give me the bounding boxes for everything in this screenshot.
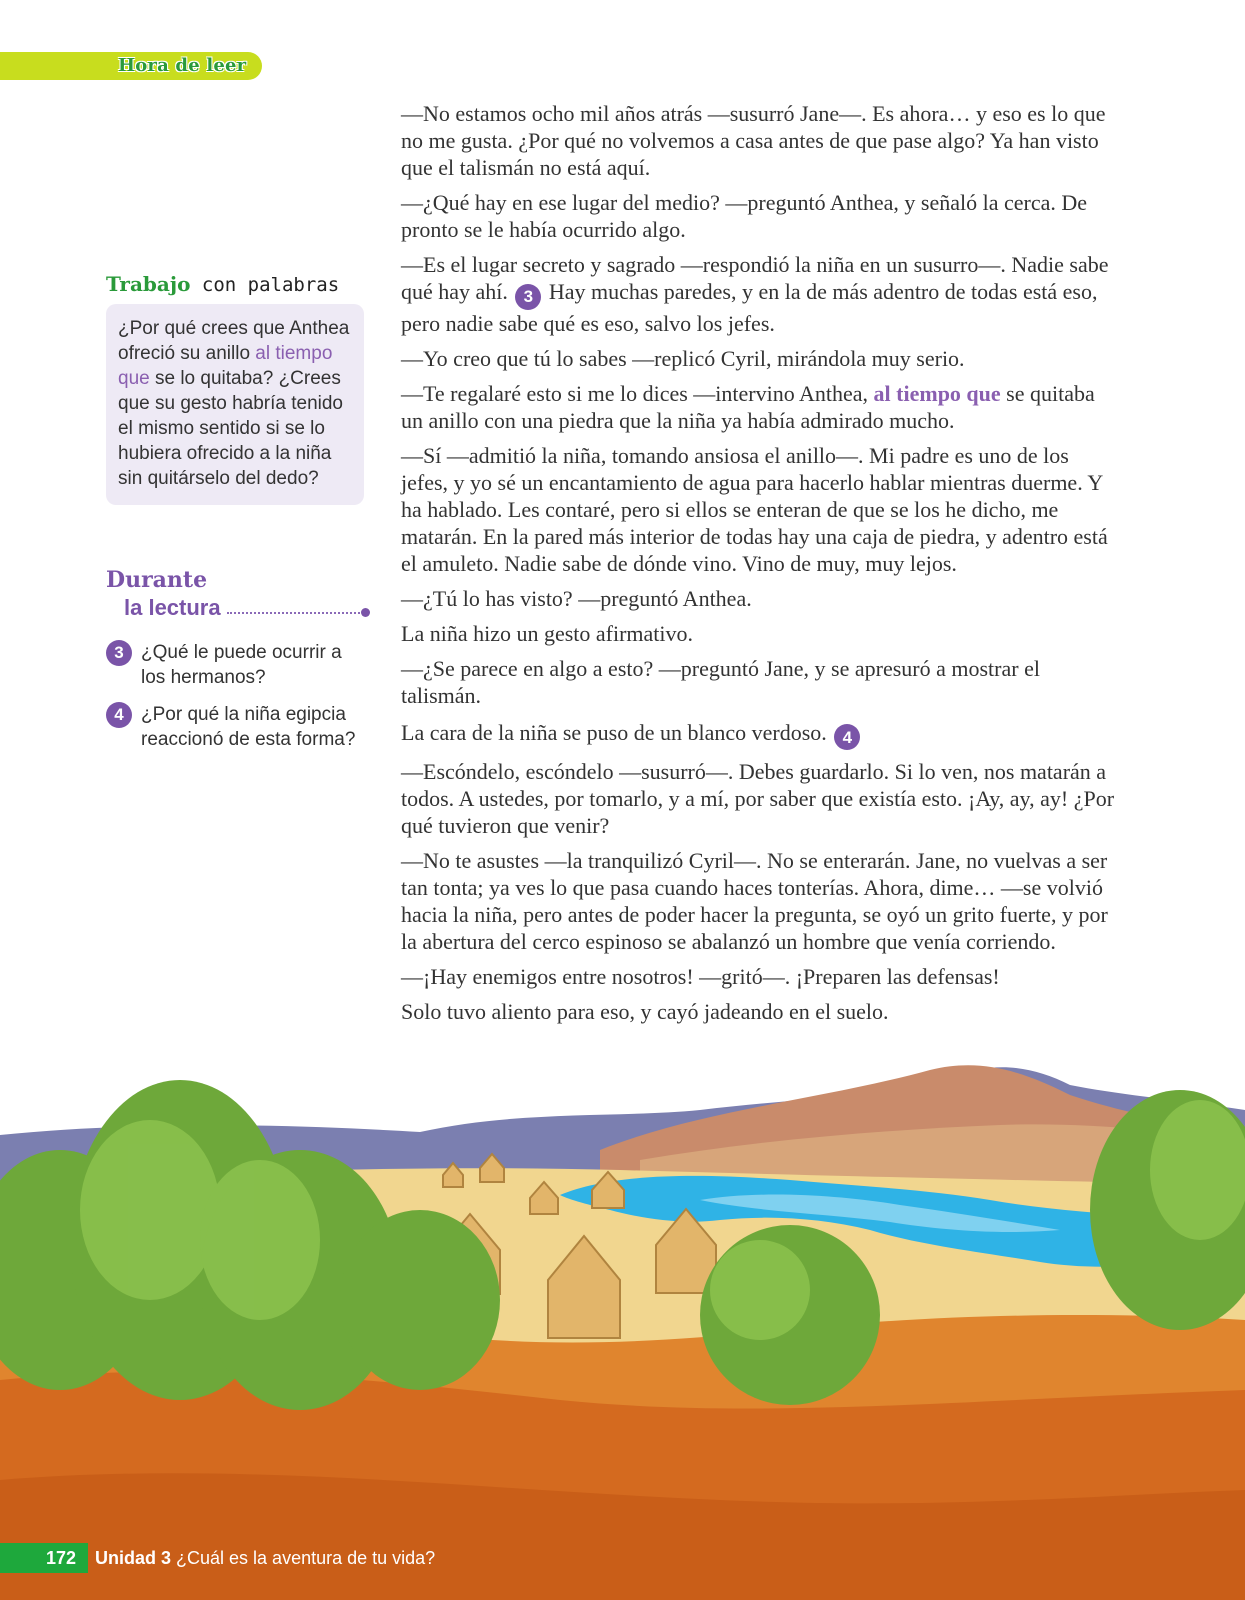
dotted-divider [227,612,364,614]
story-text-span: se quitaba un anillo con una piedra que la niña ya había admirado mucho. [401,380,1095,433]
list-item [106,702,364,752]
vocabulary-highlight: al tiempo que [873,380,1001,406]
story-paragraph: —¡Hay enemigos entre nosotros! —gritó—. ¡Preparen las defensas! [401,964,1000,989]
during-reading-heading [106,566,364,622]
story-text-span: —Te regalaré esto si me lo dices —intervino Anthea, [401,380,874,406]
word-work-text-after: se lo quitaba? ¿Crees que su gesto habría tenido el mismo sentido si se lo hubiera ofrecido a la niña sin quitárselo del dedo? [118,368,344,489]
word-work-text-before: ¿Por qué crees que Anthea ofreció su anillo [118,318,350,364]
story-text-span: La cara de la niña se puso de un blanco verdoso. [401,719,833,745]
word-work-panel [106,272,364,505]
section-header-tab [0,52,262,80]
story-text-span: —Es el lugar secreto y sagrado —respondió la niña en un susurro—. Nadie sabe qué hay ahí. [401,252,1109,304]
story-paragraph [401,719,1121,751]
story-text [401,100,1121,1033]
question-marker-badge: 3 [515,284,541,310]
story-paragraph: —¿Qué hay en ese lugar del medio? —preguntó Anthea, y señaló la cerca. De pronto se le había ocurrido algo. [401,190,1088,242]
during-reading-questions [106,640,364,764]
story-paragraph: —¿Tú lo has visto? —preguntó Anthea. [401,585,752,611]
unit-label [95,1548,435,1569]
list-item [106,640,364,690]
word-work-highlight: al tiempo que [118,343,333,389]
page-number: 172 [0,1543,88,1573]
story-paragraph [401,251,1121,337]
page-footer [0,1543,435,1573]
during-reading-title-line1: Durante [106,567,208,593]
story-paragraph: La niña hizo un gesto afirmativo. [401,620,694,646]
question-marker-badge: 4 [834,724,860,750]
section-header-label: Hora de leer [118,55,247,76]
word-work-title-rest: con palabras [190,274,340,296]
story-paragraph: Solo tuvo aliento para eso, y cayó jadeando en el suelo. [401,999,889,1024]
unit-number: Unidad 3 [95,1547,172,1568]
unit-title: ¿Cuál es la aventura de tu vida? [171,1547,436,1568]
landscape-illustration [0,1040,1245,1600]
story-paragraph: —Escóndelo, escóndelo —susurró—. Debes guardarlo. Si lo ven, nos matarán a todos. A ustedes, por tomarlo, y a mí, por saber que existía esto. ¡Ay, ay, ay! ¿Por qué tuvieron que venir? [401,759,1115,838]
word-work-title-strong: Trabajo [106,272,191,296]
during-reading-title-line2: la lectura [124,595,221,620]
word-work-box [106,304,364,505]
story-paragraph: —Sí —admitió la niña, tomando ansiosa el anillo—. Mi padre es uno de los jefes, y yo sé un encantamiento de agua para hacerlo hablar mientras duerme. Y ha hablado. Les contaré, pero si ellos se enteran de que se los he dicho, me matarán. En la pared más interior de todas hay una caja de piedra, y adentro está el amuleto. Nadie sabe de dónde vino. Vino de muy, muy lejos. [401,442,1108,576]
question-number-badge: 3 [106,640,132,666]
question-text: ¿Qué le puede ocurrir a los hermanos? [141,642,342,688]
word-work-title [106,272,364,296]
question-text: ¿Por qué la niña egipcia reaccionó de esta forma? [141,704,356,750]
story-paragraph: —Yo creo que tú lo sabes —replicó Cyril, mirándola muy serio. [401,345,965,371]
question-number-badge: 4 [106,702,132,728]
story-paragraph: —¿Se parece en algo a esto? —preguntó Jane, y se apresuró a mostrar el talismán. [401,655,1040,708]
story-paragraph: —No estamos ocho mil años atrás —susurró Jane—. Es ahora… y eso es lo que no me gusta. ¿Por qué no volvemos a casa antes de que pase algo? Ya han visto que el talismán no está aquí. [401,101,1106,180]
story-paragraph: —No te asustes —la tranquilizó Cyril—. No se enterarán. Jane, no vuelvas a ser tan tonta; ya ves lo que pasa cuando haces tonterías. Ahora, dime… —se volvió hacia la niña, pero antes de poder hacer la pregunta, se oyó un grito fuerte, y por la abertura del cerco espinoso se abalanzó un hombre que venía corriendo. [401,848,1108,954]
story-text-span: Hay muchas paredes, y en la de más adentro de todas está eso, pero nadie sabe qué es eso, salvo los jefes. [401,279,1098,336]
story-paragraph [401,380,1121,434]
